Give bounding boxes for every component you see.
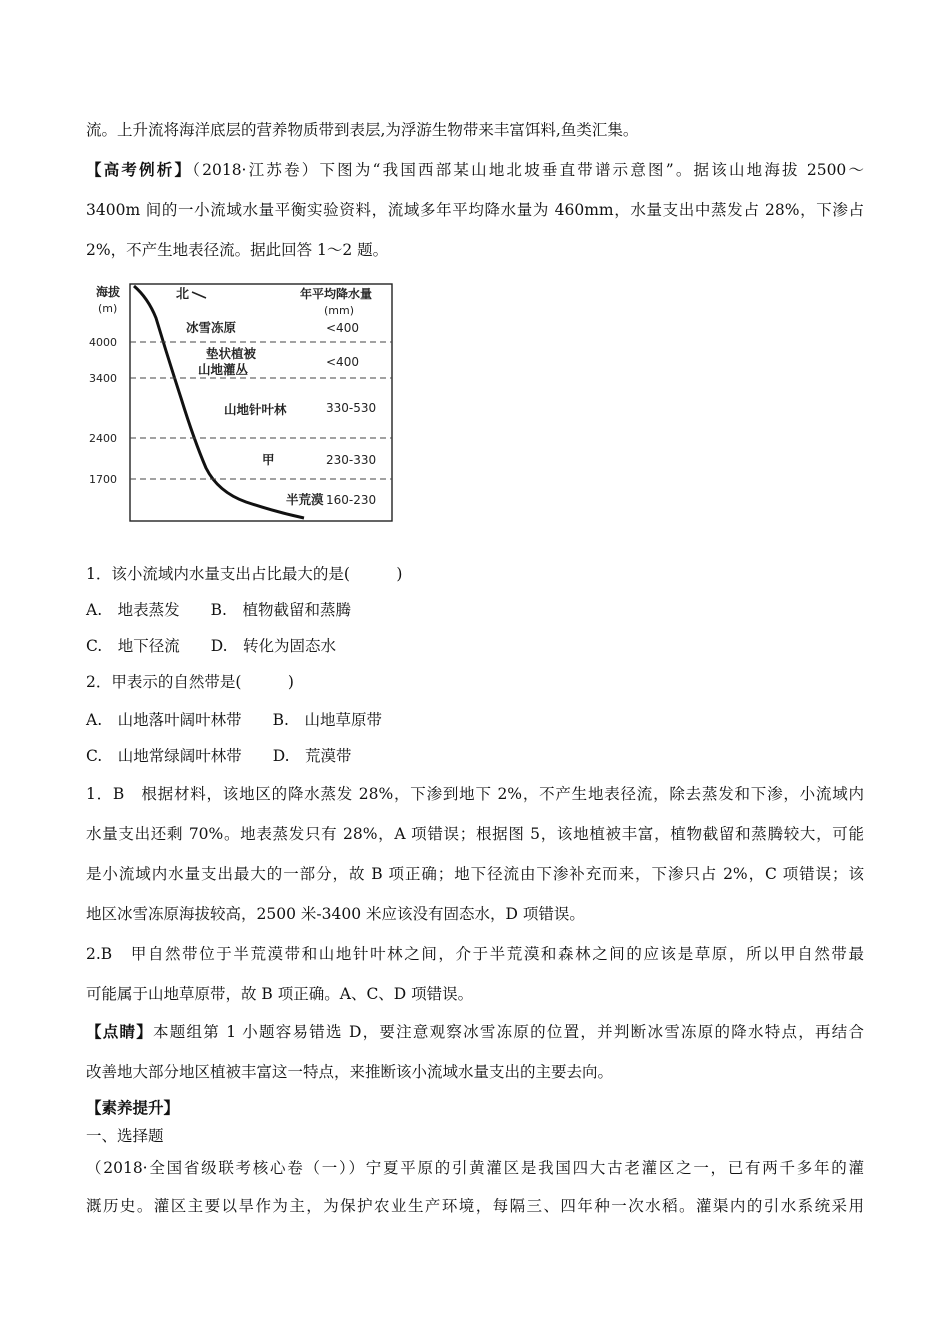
axis-label: 海拔 [96, 285, 121, 299]
zone-precip: <400 [326, 321, 359, 335]
answer-1-line: 是小流域内水量支出最大的一部分，故 B 项正确；地下径流由下渗补充而来，下渗只占 2%，C 项错误；该 [86, 865, 864, 883]
zone-precip: <400 [326, 355, 359, 369]
example-intro-text: （2018·江苏卷）下图为“我国西部某山地北坡垂直带谱示意图”。据该山地海拔 2500～ [192, 161, 864, 179]
vertical-zonation-diagram [86, 278, 396, 528]
tips-tag: 【点睛】 [86, 1022, 154, 1041]
zone-name: 甲 [262, 452, 275, 467]
answer-1-line: 1．B 根据材料，该地区的降水蒸发 28%，下渗到地下 2%，不产生地表径流，除去蒸发和下渗，小流域内 [86, 785, 864, 803]
answer-1-line: 水量支出还剩 70%。地表蒸发只有 28%，A 项错误；根据图 5，该地植被丰富，植物截留和蒸腾较大，可能 [86, 825, 864, 843]
zone-name: 冰雪冻原 [186, 320, 237, 335]
question-2-options-ab: A. 山地落叶阔叶林带 B. 山地草原带 [86, 711, 382, 729]
precip-unit: (mm) [324, 304, 355, 317]
tick-label: 4000 [89, 336, 117, 349]
north-arrow-icon [192, 292, 206, 298]
zone-precip: 330-530 [326, 401, 377, 415]
section-subheading: 一、选择题 [86, 1127, 164, 1145]
question-2: 2．甲表示的自然带是( ) [86, 673, 294, 691]
answer-2-line: 可能属于山地草原带，故 B 项正确。A、C、D 项错误。 [86, 985, 474, 1003]
zone-name: 山地针叶林 [224, 402, 287, 417]
tick-label: 2400 [89, 432, 117, 445]
precip-header: 年平均降水量 [300, 287, 373, 301]
tick-label: 1700 [89, 473, 117, 486]
zone-precip: 160-230 [326, 493, 377, 507]
paragraph-line: 流。上升流将海洋底层的营养物质带到表层,为浮游生物带来丰富饵料,鱼类汇集。 [86, 121, 639, 139]
question-1: 1．该小流域内水量支出占比最大的是( ) [86, 565, 403, 583]
tips-line: 改善地大部分地区植被丰富这一特点，来推断该小流域水量支出的主要去向。 [86, 1063, 614, 1081]
section-paragraph-line: 溉历史。灌区主要以旱作为主，为保护农业生产环境，每隔三、四年种一次水稻。灌渠内的引水系统采用 [86, 1197, 864, 1215]
zone-name: 山地灌丛 [198, 362, 249, 377]
answer-2-line: 2.B 甲自然带位于半荒漠带和山地针叶林之间，介于半荒漠和森林之间的应该是草原，所以甲自然带最 [86, 945, 864, 963]
zone-precip: 230-330 [326, 453, 377, 467]
question-2-options-cd: C. 山地常绿阔叶林带 D. 荒漠带 [86, 747, 352, 765]
answer-1-line: 地区冰雪冻原海拔较高，2500 米-3400 米应该没有固态水，D 项错误。 [86, 905, 585, 923]
example-tag: 【高考例析】 [86, 160, 193, 179]
tips-text: 本题组第 1 小题容易错选 D，要注意观察冰雪冻原的位置，并判断冰雪冻原的降水特点，再结合 [153, 1023, 864, 1041]
section-paragraph-line: （2018·全国省级联考核心卷（一））宁夏平原的引黄灌区是我国四大古老灌区之一，已有两千多年的灌 [86, 1159, 864, 1177]
question-1-options-cd: C. 地下径流 D. 转化为固态水 [86, 637, 337, 655]
tips-line [86, 1020, 864, 1042]
example-intro-line [86, 158, 864, 180]
section-heading: 【素养提升】 [86, 1098, 180, 1117]
question-1-options-ab: A. 地表蒸发 B. 植物截留和蒸腾 [86, 601, 351, 619]
zone-name: 半荒漠 [286, 492, 324, 507]
paragraph-line: 2%，不产生地表径流。据此回答 1～2 题。 [86, 241, 389, 259]
tick-label: 3400 [89, 372, 117, 385]
zone-name: 垫状植被 [206, 346, 257, 361]
paragraph-line: 3400m 间的一小流域水量平衡实验资料，流域多年平均降水量为 460mm，水量支出中蒸发占 28%，下渗占 [86, 201, 864, 219]
north-label: 北 [176, 287, 190, 302]
axis-unit: (m) [98, 302, 118, 315]
